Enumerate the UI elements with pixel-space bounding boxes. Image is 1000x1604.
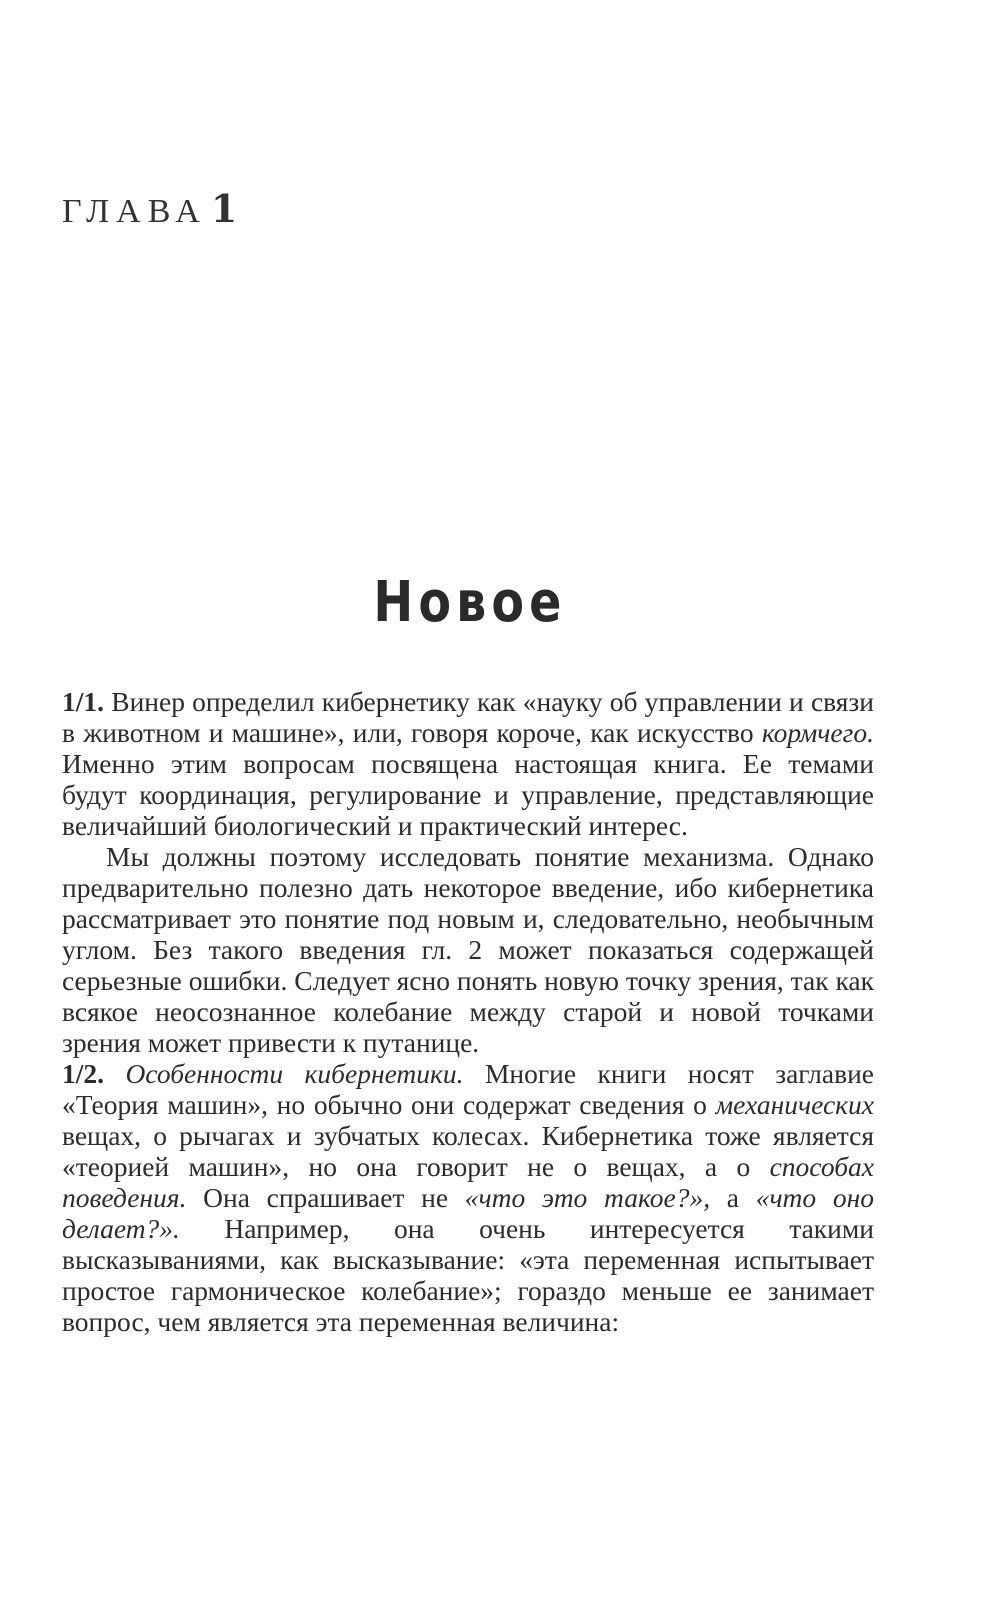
text-run: Многие книги носят заглавие «Теория машин», но обычно они содержат сведения о (62, 1058, 874, 1120)
section-number: 1/1. (62, 686, 105, 717)
text-run: Например, она очень интересуется такими высказываниями, как высказывание: «эта переменная испытывает простое гармоническое колебание»; гораздо меньше ее занимает вопрос, чем является эта переменная величина: (62, 1213, 874, 1337)
body-text (62, 686, 874, 1337)
emphasis-text: «что это такое?», (464, 1182, 711, 1213)
emphasis-text: кормчего. (761, 717, 874, 748)
paragraph-1-1 (62, 686, 874, 841)
text-run: Она спрашивает не (186, 1182, 465, 1213)
section-number: 1/2. (62, 1058, 105, 1089)
emphasis-text: «что оно делает?». (62, 1182, 874, 1244)
text-run: вещах, о рычагах и зубчатых колесах. Кибернетика тоже является «теорией машин», но она говорит не о вещах, а о (62, 1120, 874, 1182)
text-run: Именно этим вопросам посвящена настоящая книга. Ее темами будут координация, регулирование и управление, представляющие величайший биологический и практический интерес. (62, 748, 874, 841)
emphasis-text: механических (715, 1089, 874, 1120)
chapter-label: ГЛАВА (62, 193, 207, 230)
paragraph-1-2 (62, 1058, 874, 1337)
text-run: Винер определил кибернетику как «науку об управлении и связи в животном и машине», или, говоря короче, как искусство (62, 686, 874, 748)
chapter-heading (62, 186, 237, 231)
section-title: Особенности кибернетики. (104, 1058, 464, 1089)
chapter-number: 1 (210, 186, 238, 231)
paragraph-1-1-continued: Мы должны поэтому исследовать понятие механизма. Однако предварительно полезно дать некоторое введение, ибо кибернетика рассматривает это понятие под новым и, следовательно, необычным углом. Без такого введения гл. 2 может показаться содержащей серьезные ошибки. Следует ясно понять новую точку зрения, так как всякое неосознанное колебание между старой и новой точками зрения может привести к путанице. (62, 841, 874, 1058)
text-run: а (710, 1182, 756, 1213)
emphasis-text: способах поведения. (62, 1151, 874, 1213)
chapter-title: Новое (373, 570, 567, 635)
